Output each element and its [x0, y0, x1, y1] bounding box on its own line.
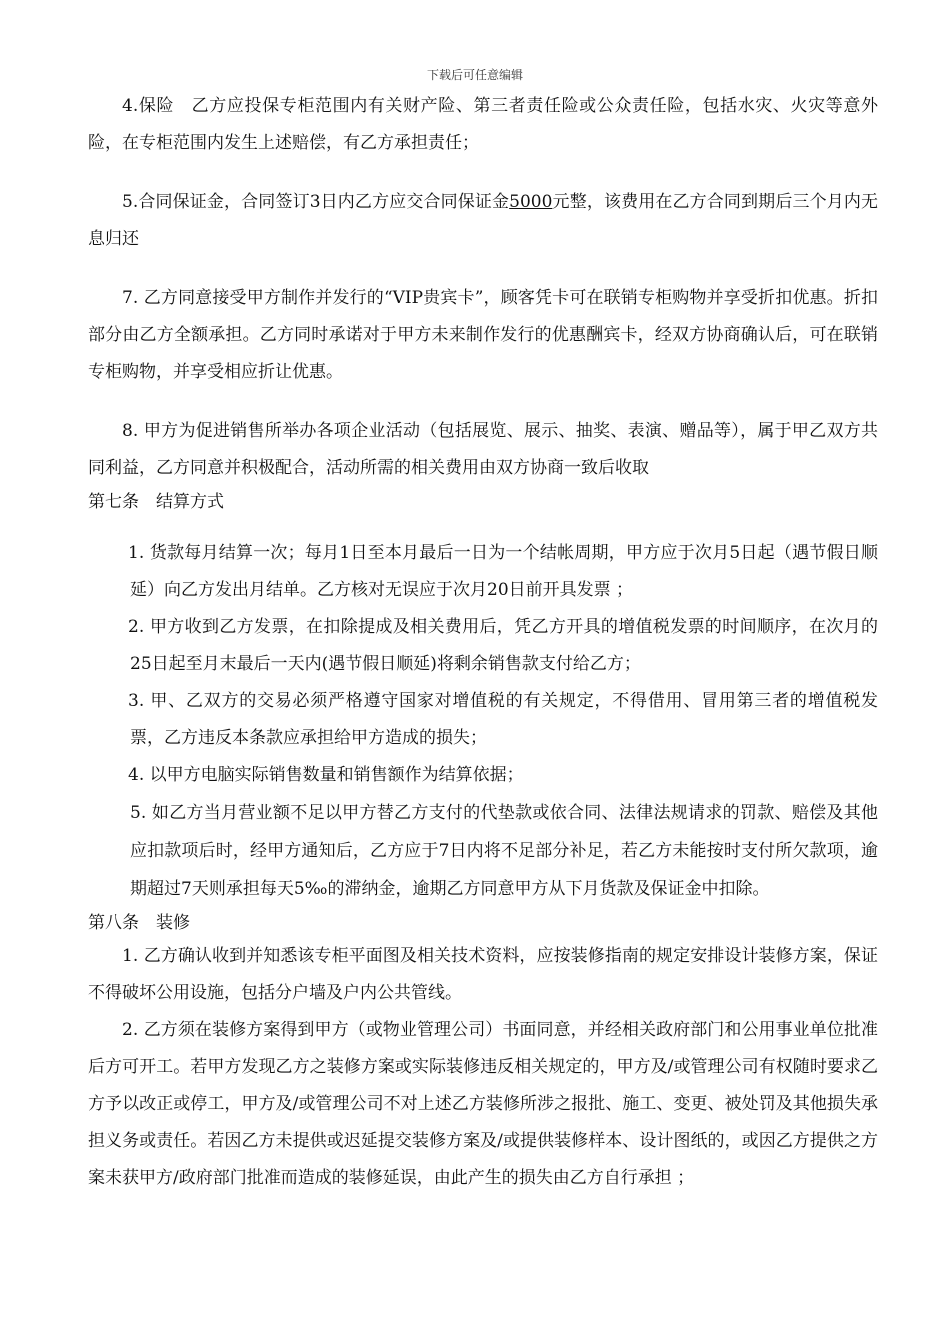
- decoration-item-1: 1. 乙方确认收到并知悉该专柜平面图及相关技术资料，应按装修指南的规定安排设计装修方案，保证不得破坏公用设施，包括分户墙及户内公共管线。: [88, 946, 878, 1003]
- settlement-item-1: 1. 货款每月结算一次；每月1日至本月最后一日为一个结帐周期，甲方应于次月5日起（遇节假日顺延）向乙方发出月结单。乙方核对无误应于次月20日前开具发票 ；: [128, 543, 878, 600]
- clause-insurance: 4.保险 乙方应投保专柜范围内有关财产险、第三者责任险或公众责任险，包括水灾、火灾等意外险，在专柜范围内发生上述赔偿，有乙方承担责任；: [88, 96, 878, 153]
- clause-vip-card: 7. 乙方同意接受甲方制作并发行的“VIP贵宾卡”，顾客凭卡可在联销专柜购物并享受折扣优惠。折扣部分由乙方全额承担。乙方同时承诺对于甲方未来制作发行的优惠酬宾卡，经双方协商确认后，可在联销专柜购物，并享受相应折让优惠。: [88, 288, 878, 382]
- settlement-item-5: 5. 如乙方当月营业额不足以甲方替乙方支付的代垫款或依合同、法律法规请求的罚款、赔偿及其他应扣款项后时，经甲方通知后，乙方应于7日内将不足部分补足，若乙方未能按时支付所欠款项，逾期超过7天则承担每天5‰的滞纳金，逾期乙方同意甲方从下月货款及保证金中扣除。: [130, 803, 878, 899]
- clause-promotion: 8. 甲方为促进销售所举办各项企业活动（包括展览、展示、抽奖、表演、赠品等），属于甲乙双方共同利益，乙方同意并积极配合，活动所需的相关费用由双方协商一致后收取: [88, 421, 878, 478]
- page-header: 下载后可任意编辑: [426, 68, 523, 82]
- section-title-decoration: 第八条 装修: [88, 913, 190, 933]
- settlement-item-2: 2. 甲方收到乙方发票，在扣除提成及相关费用后，凭乙方开具的增值税发票的时间顺序，在次月的25日起至月末最后一天内(遇节假日顺延)将剩余销售款支付给乙方；: [128, 617, 878, 674]
- document-body: [88, 88, 878, 1197]
- section-title-settlement: 第七条 结算方式: [88, 492, 224, 512]
- clause-deposit: 5.合同保证金，合同签订3日内乙方应交合同保证金5000元整，该费用在乙方合同到期后三个月内无息归还: [88, 192, 878, 249]
- decoration-item-2: 2. 乙方须在装修方案得到甲方（或物业管理公司）书面同意，并经相关政府部门和公用事业单位批准后方可开工。若甲方发现乙方之装修方案或实际装修违反相关规定的，甲方及/或管理公司有权随时要求乙方予以改正或停工，甲方及/或管理公司不对上述乙方装修所涉之报批、施工、变更、被处罚及其他损失承担义务或责任。若因乙方未提供或迟延提交装修方案及/或提供装修样本、设计图纸的，或因乙方提供之方案未获甲方/政府部门批准而造成的装修延误，由此产生的损失由乙方自行承担 ；: [88, 1020, 878, 1188]
- deposit-amount: 5000: [509, 192, 553, 212]
- settlement-item-3: 3. 甲、乙双方的交易必须严格遵守国家对增值税的有关规定，不得借用、冒用第三者的增值税发票，乙方违反本条款应承担给甲方造成的损失；: [128, 691, 878, 748]
- settlement-item-4: 4. 以甲方电脑实际销售数量和销售额作为结算依据；: [128, 765, 524, 785]
